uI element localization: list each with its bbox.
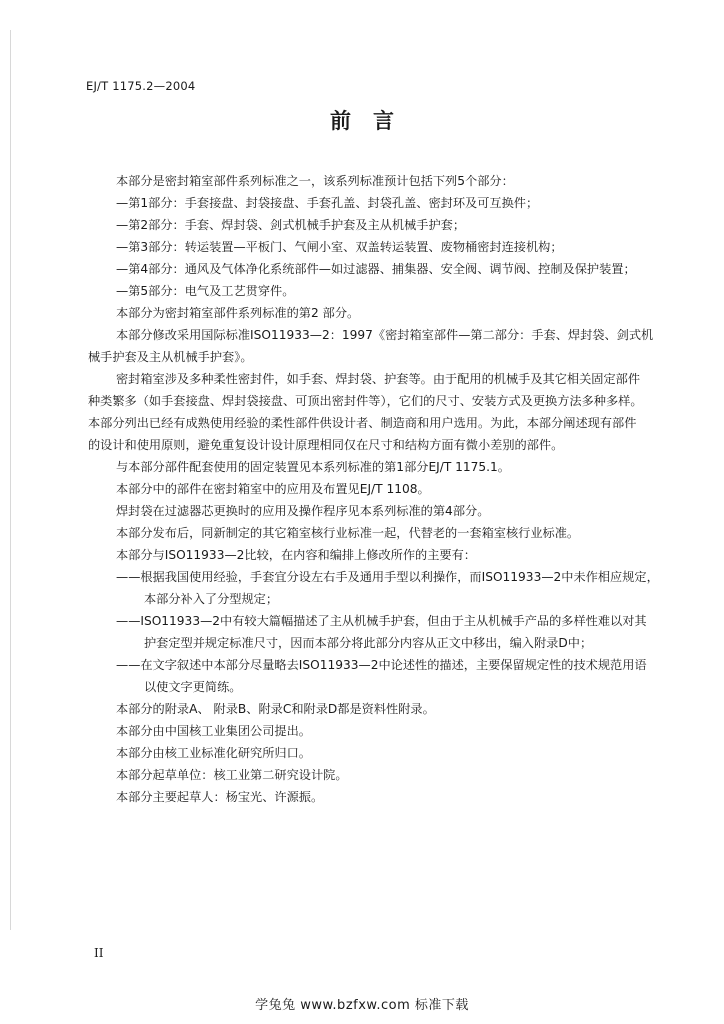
paragraph: 本部分发布后，同新制定的其它箱室核行业标准一起，代替老的一套箱室核行业标准。 [116, 526, 580, 540]
change-item-continuation: 护套定型并规定标准尺寸，因而本部分将此部分内容从正文中移出，编入附录D中； [144, 636, 593, 650]
change-item-continuation: 以使文字更简练。 [144, 680, 242, 694]
paragraph-continuation: 的设计和使用原则，避免重复设计设计原理相同仅在尺寸和结构方面有微小差别的部件。 [88, 438, 564, 452]
paragraph: 本部分由中国核工业集团公司提出。 [116, 724, 311, 738]
page-number: II [94, 946, 104, 960]
paragraph-continuation: 本部分列出已经有成熟使用经验的柔性部件供设计者、制造商和用户选用。为此，本部分阐述现有部件 [88, 416, 637, 430]
page-title: 前言 [330, 109, 416, 133]
paragraph: 与本部分部件配套使用的固定装置见本系列标准的第1部分EJ/T 1175.1。 [116, 460, 510, 474]
change-item: ——在文字叙述中本部分尽量略去ISO11933—2中论述性的描述，主要保留规定性的技术规范用语 [116, 658, 647, 672]
change-item: ——根据我国使用经验，手套宜分设左右手及通用手型以利操作，而ISO11933—2中未作相应规定， [116, 570, 659, 584]
paragraph: 本部分是密封箱室部件系列标准之一，该系列标准预计包括下列5个部分： [116, 174, 514, 188]
foreword-body [88, 170, 676, 808]
paragraph-continuation: 械手护套及主从机械手护套》。 [88, 350, 253, 364]
list-item: —第5部分：电气及工艺贯穿件。 [116, 284, 295, 298]
paragraph: 本部分主要起草人：杨宝光、许源振。 [116, 790, 324, 804]
paragraph: 密封箱室涉及多种柔性密封件，如手套、焊封袋、护套等。由于配用的机械手及其它相关固定部件 [116, 372, 641, 386]
paragraph-continuation: 种类繁多（如手套接盘、焊封袋接盘、可顶出密封件等），它们的尺寸、安装方式及更换方法多种多样。 [88, 394, 643, 408]
change-item-continuation: 本部分补入了分型规定； [144, 592, 279, 606]
list-item: —第4部分：通风及气体净化系统部件—如过滤器、捕集器、安全阀、调节阀、控制及保护装置； [116, 262, 636, 276]
scan-edge-line [10, 30, 11, 930]
paragraph: 本部分起草单位：核工业第二研究设计院。 [116, 768, 348, 782]
paragraph: 本部分中的部件在密封箱室中的应用及布置见EJ/T 1108。 [116, 482, 430, 496]
list-item: —第1部分：手套接盘、封袋接盘、手套孔盖、封袋孔盖、密封环及可互换件； [116, 196, 539, 210]
paragraph: 本部分由核工业标准化研究所归口。 [116, 746, 311, 760]
paragraph: 本部分修改采用国际标准ISO11933—2：1997《密封箱室部件—第二部分：手套、焊封袋、剑式机 [116, 328, 654, 342]
paragraph: 本部分为密封箱室部件系列标准的第2 部分。 [116, 306, 360, 320]
footer-watermark: 学兔兔 www.bzfxw.com 标准下载 [255, 998, 469, 1013]
list-item: —第2部分：手套、焊封袋、剑式机械手护套及主从机械手护套； [116, 218, 466, 232]
paragraph: 本部分与ISO11933—2比较，在内容和编排上修改所作的主要有： [116, 548, 476, 562]
list-item: —第3部分：转运装置—平板门、气闸小室、双盖转运装置、废物桶密封连接机构； [116, 240, 563, 254]
change-item: ——ISO11933—2中有较大篇幅描述了主从机械手护套，但由于主从机械手产品的多样性难以对其 [116, 614, 647, 628]
document-code: EJ/T 1175.2—2004 [86, 79, 196, 93]
paragraph: 本部分的附录A、 附录B、附录C和附录D都是资料性附录。 [116, 702, 435, 716]
paragraph: 焊封袋在过滤器芯更换时的应用及操作程序见本系列标准的第4部分。 [116, 504, 490, 518]
